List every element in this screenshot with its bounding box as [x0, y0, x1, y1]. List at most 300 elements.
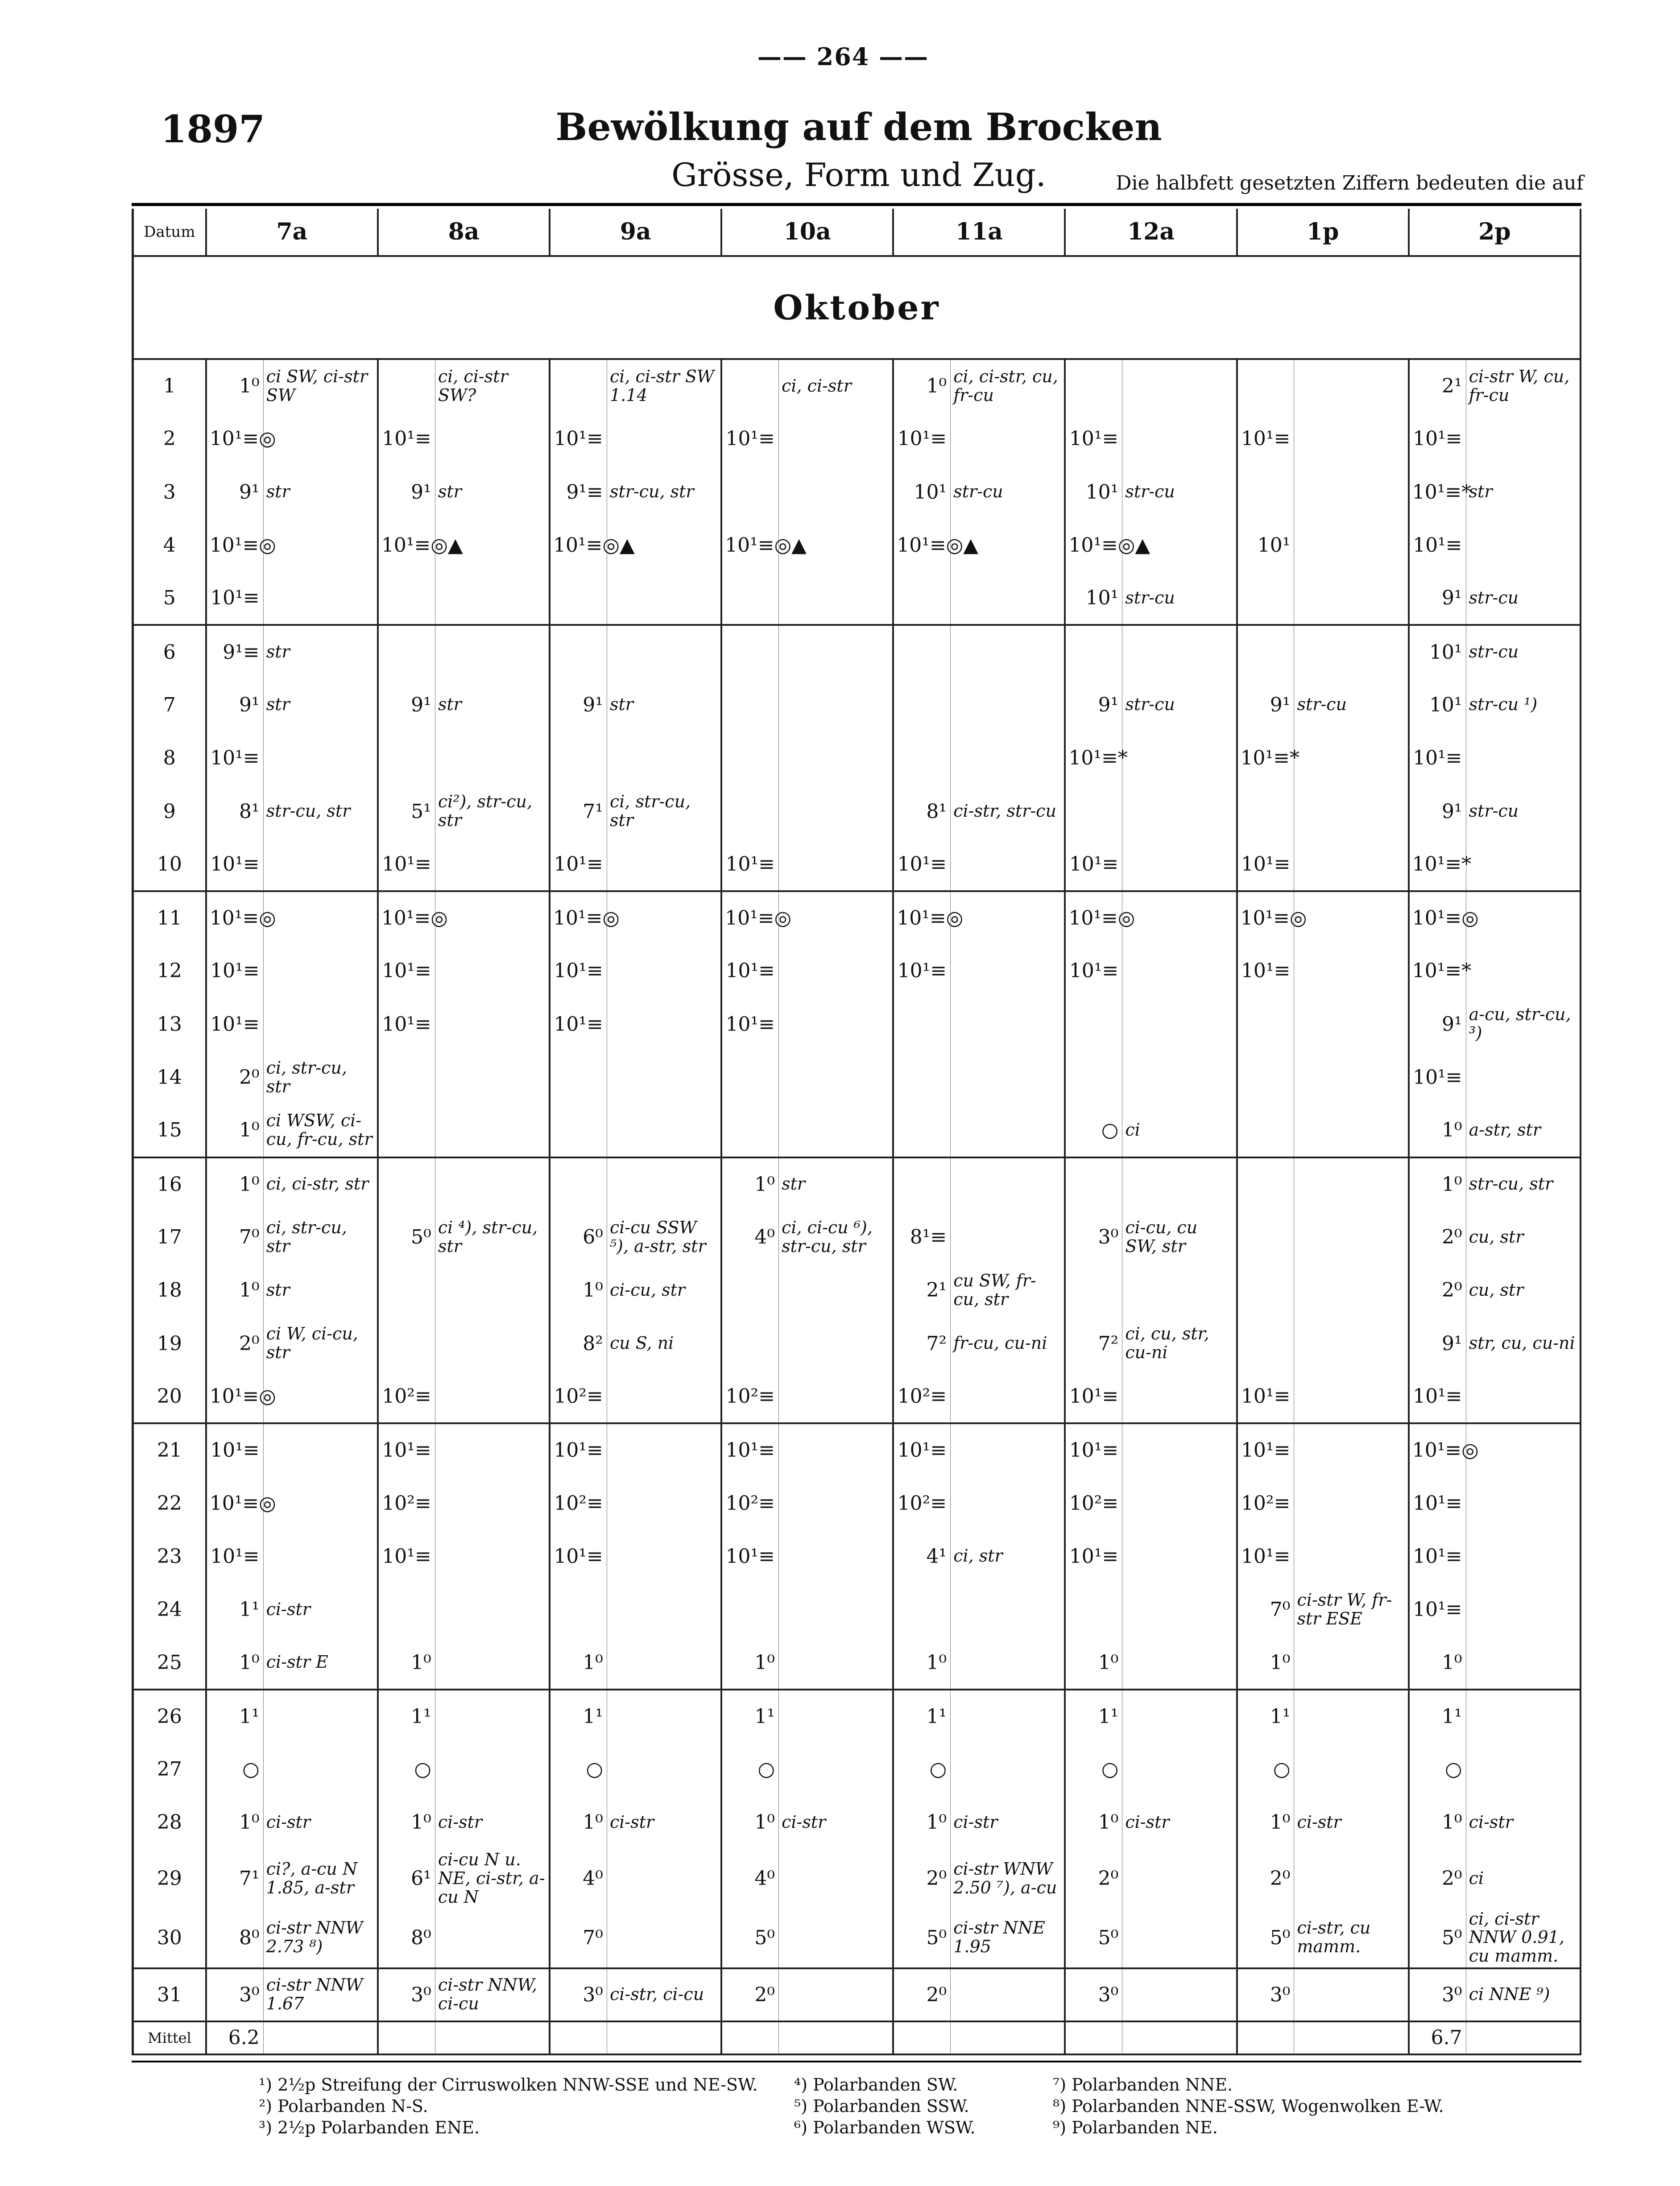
amount-cell: 10¹≡ [206, 731, 263, 785]
form-cell [263, 1476, 378, 1529]
amount-cell: 10¹≡◎▲ [1065, 519, 1122, 572]
form-cell: ci-str NNE 1.95 [951, 1908, 1065, 1968]
footnote: ³) 2½p Polarbanden ENE. [259, 2118, 480, 2137]
amount-cell: 10¹≡ [550, 998, 607, 1051]
amount-cell: 1⁰ [206, 1796, 263, 1849]
form-cell [1294, 519, 1409, 572]
amount-cell: 10¹≡◎ [1409, 891, 1466, 944]
form-cell [1294, 1476, 1409, 1529]
amount-cell [721, 1104, 778, 1157]
form-cell [263, 412, 378, 465]
day-cell: 29 [133, 1849, 206, 1908]
form-cell [607, 1157, 721, 1211]
form-cell [1466, 412, 1581, 465]
form-cell [435, 1636, 550, 1689]
day-cell: 1 [133, 359, 206, 412]
amount-cell: 1⁰ [1065, 1636, 1122, 1689]
amount-cell [1237, 785, 1294, 838]
form-cell [1294, 1104, 1409, 1157]
form-cell [779, 678, 894, 731]
amount-cell: 10²≡ [550, 1370, 607, 1423]
day-cell: 11 [133, 891, 206, 944]
amount-cell: 10¹≡ [893, 412, 950, 465]
form-cell: ci-cu, str [607, 1264, 721, 1317]
form-cell: str-cu [951, 465, 1065, 518]
page-subtitle: Grösse, Form und Zug. [671, 156, 1046, 194]
amount-cell: 10¹≡ [550, 412, 607, 465]
amount-cell [893, 1104, 950, 1157]
amount-cell: 10¹≡ [206, 572, 263, 625]
amount-cell: 10¹≡ [550, 1530, 607, 1583]
form-cell: str-cu [1466, 625, 1581, 678]
form-cell [263, 572, 378, 625]
form-cell [1466, 944, 1581, 997]
amount-cell: 3⁰ [378, 1968, 435, 2021]
form-cell [1122, 944, 1237, 997]
amount-cell: 10¹≡ [893, 1423, 950, 1476]
amount-cell: 1¹ [206, 1690, 263, 1743]
form-cell [951, 572, 1065, 625]
amount-cell: 10¹≡ [1065, 1530, 1122, 1583]
day-cell: 7 [133, 678, 206, 731]
mittel-blank [607, 2021, 721, 2054]
form-cell [1294, 1423, 1409, 1476]
amount-cell: 10¹≡ [721, 838, 778, 891]
day-cell: 2 [133, 412, 206, 465]
amount-cell [550, 1157, 607, 1211]
form-cell [607, 944, 721, 997]
table-row [133, 1370, 1581, 1423]
day-cell: 27 [133, 1743, 206, 1796]
form-cell [1466, 1051, 1581, 1104]
footnote: ¹) 2½p Streifung der Cirruswolken NNW-SSE und NE-SW. [259, 2075, 758, 2095]
amount-cell [378, 1104, 435, 1157]
amount-cell: 9¹ [1237, 678, 1294, 731]
amount-cell: 1⁰ [1409, 1157, 1466, 1211]
amount-cell [378, 572, 435, 625]
day-cell: 9 [133, 785, 206, 838]
form-cell: str [779, 1157, 894, 1211]
form-cell [951, 1583, 1065, 1636]
table-row [133, 1157, 1581, 1211]
amount-cell: 10²≡ [1065, 1476, 1122, 1529]
amount-cell: 5¹ [378, 785, 435, 838]
year: 1897 [161, 107, 265, 151]
amount-cell: 10¹≡* [1409, 465, 1466, 518]
form-cell: ci, str-cu, str [607, 785, 721, 838]
form-cell [779, 1583, 894, 1636]
form-cell [1466, 1370, 1581, 1423]
form-cell [1294, 1743, 1409, 1796]
amount-cell [378, 731, 435, 785]
form-cell: ci-str [951, 1796, 1065, 1849]
amount-cell: 10¹≡ [550, 944, 607, 997]
form-cell [435, 1530, 550, 1583]
day-cell: 3 [133, 465, 206, 518]
form-cell [435, 891, 550, 944]
amount-cell: 6¹ [378, 1849, 435, 1908]
amount-cell: 10¹≡ [721, 998, 778, 1051]
amount-cell: 7¹ [550, 785, 607, 838]
form-cell [1294, 838, 1409, 891]
form-cell: str-cu [1294, 678, 1409, 731]
form-cell [1466, 838, 1581, 891]
form-cell [951, 625, 1065, 678]
amount-cell: 10¹≡◎▲ [893, 519, 950, 572]
form-cell: ci W, ci-cu, str [263, 1317, 378, 1370]
amount-cell: 10¹≡ [550, 1423, 607, 1476]
form-cell: ci [1122, 1104, 1237, 1157]
amount-cell [721, 1583, 778, 1636]
form-cell [1122, 891, 1237, 944]
form-cell [1294, 1211, 1409, 1264]
amount-cell: 10¹≡ [721, 1423, 778, 1476]
form-cell [435, 944, 550, 997]
amount-cell: 10¹≡ [1237, 412, 1294, 465]
form-cell: ci, cu, str, cu-ni [1122, 1317, 1237, 1370]
month-label: Oktober [133, 256, 1581, 359]
amount-cell [721, 1317, 778, 1370]
form-cell [1294, 1968, 1409, 2021]
form-cell [779, 1908, 894, 1968]
amount-cell: 10¹ [1065, 465, 1122, 518]
amount-cell: 8⁰ [206, 1908, 263, 1968]
amount-cell: 10¹ [1065, 572, 1122, 625]
day-cell: 25 [133, 1636, 206, 1689]
form-cell [951, 891, 1065, 944]
amount-cell: 10¹≡ [893, 838, 950, 891]
amount-cell: 5⁰ [893, 1908, 950, 1968]
form-cell: ci, str [951, 1530, 1065, 1583]
amount-cell: 10¹≡ [1409, 1530, 1466, 1583]
amount-cell [1237, 1157, 1294, 1211]
form-cell [951, 1423, 1065, 1476]
amount-cell [378, 1051, 435, 1104]
amount-cell: 7² [1065, 1317, 1122, 1370]
amount-cell: 1⁰ [1409, 1104, 1466, 1157]
amount-cell [1065, 1583, 1122, 1636]
table-row [133, 1796, 1581, 1849]
amount-cell [893, 625, 950, 678]
amount-cell: 10²≡ [893, 1370, 950, 1423]
form-cell [1122, 1849, 1237, 1908]
amount-cell: 9¹ [378, 465, 435, 518]
table-row [133, 1051, 1581, 1104]
amount-cell: 10¹≡* [1409, 838, 1466, 891]
form-cell [779, 1476, 894, 1529]
amount-cell [893, 1051, 950, 1104]
amount-cell [893, 678, 950, 731]
mittel-value [1237, 2021, 1294, 2054]
form-cell [607, 412, 721, 465]
form-cell [435, 1423, 550, 1476]
footnote: ⁶) Polarbanden WSW. [794, 2118, 976, 2137]
form-cell [1466, 1476, 1581, 1529]
form-cell [779, 998, 894, 1051]
amount-cell: 1⁰ [893, 1796, 950, 1849]
amount-cell: 10¹ [893, 465, 950, 518]
form-cell [263, 998, 378, 1051]
amount-cell [378, 1317, 435, 1370]
form-cell [607, 1636, 721, 1689]
table-row [133, 519, 1581, 572]
amount-cell: 10¹≡ [721, 944, 778, 997]
table-row [133, 572, 1581, 625]
form-cell [1122, 1968, 1237, 2021]
form-cell: str-cu [1122, 678, 1237, 731]
form-cell [435, 412, 550, 465]
amount-cell [378, 1157, 435, 1211]
form-cell: str-cu [1466, 572, 1581, 625]
amount-cell: 10¹≡* [1409, 944, 1466, 997]
day-cell: 10 [133, 838, 206, 891]
form-cell [607, 1849, 721, 1908]
form-cell: ci-cu SSW ⁵), a-str, str [607, 1211, 721, 1264]
footnote: ²) Polarbanden N-S. [259, 2096, 428, 2116]
header-hour: 2p [1409, 209, 1581, 256]
amount-cell: 3⁰ [1065, 1211, 1122, 1264]
amount-cell [721, 678, 778, 731]
amount-cell [1065, 1157, 1122, 1211]
amount-cell: 3⁰ [1237, 1968, 1294, 2021]
amount-cell: 4⁰ [550, 1849, 607, 1908]
form-cell [1122, 785, 1237, 838]
amount-cell: 2⁰ [1065, 1849, 1122, 1908]
amount-cell: 5⁰ [721, 1908, 778, 1968]
table-row [133, 1849, 1581, 1908]
form-cell [779, 1423, 894, 1476]
day-cell: 18 [133, 1264, 206, 1317]
form-cell [1466, 1423, 1581, 1476]
form-cell [607, 1051, 721, 1104]
amount-cell: 10²≡ [893, 1476, 950, 1529]
day-cell: 22 [133, 1476, 206, 1529]
amount-cell: 7⁰ [206, 1211, 263, 1264]
amount-cell: 4⁰ [721, 1211, 778, 1264]
form-cell: str [263, 465, 378, 518]
mittel-blank [951, 2021, 1065, 2054]
amount-cell: 9¹ [1065, 678, 1122, 731]
form-cell [1122, 359, 1237, 412]
amount-cell: 10¹≡ [1409, 731, 1466, 785]
amount-cell: 7¹ [206, 1849, 263, 1908]
month-row [133, 256, 1581, 359]
amount-cell: 10¹≡ [1065, 412, 1122, 465]
form-cell [1122, 1423, 1237, 1476]
day-cell: 21 [133, 1423, 206, 1476]
form-cell [779, 944, 894, 997]
form-cell: str-cu, str [1466, 1157, 1581, 1211]
amount-cell: 1⁰ [206, 359, 263, 412]
amount-cell: 3⁰ [550, 1968, 607, 2021]
form-cell [607, 1908, 721, 1968]
form-cell: ci-str [607, 1796, 721, 1849]
amount-cell [1065, 1051, 1122, 1104]
amount-cell: 10¹≡◎▲ [378, 519, 435, 572]
amount-cell [550, 1583, 607, 1636]
form-cell [1294, 1157, 1409, 1211]
amount-cell: 10¹≡ [1065, 1370, 1122, 1423]
amount-cell: 10¹≡ [206, 1530, 263, 1583]
mittel-value [1065, 2021, 1122, 2054]
form-cell [779, 412, 894, 465]
amount-cell [1065, 1264, 1122, 1317]
amount-cell: 2⁰ [1409, 1264, 1466, 1317]
form-cell: ci-cu N u. NE, ci-str, a-cu N [435, 1849, 550, 1908]
amount-cell: 1¹ [893, 1690, 950, 1743]
table-row [133, 1690, 1581, 1743]
table-row [133, 1476, 1581, 1529]
table-row [133, 1583, 1581, 1636]
form-cell: ci, ci-str SW? [435, 359, 550, 412]
amount-cell: 1¹ [1065, 1690, 1122, 1743]
form-cell [263, 731, 378, 785]
amount-cell: 1⁰ [378, 1796, 435, 1849]
form-cell: ci-str, cu mamm. [1294, 1908, 1409, 1968]
form-cell [263, 519, 378, 572]
form-cell: str-cu [1466, 785, 1581, 838]
form-cell [607, 838, 721, 891]
footnote: ⁴) Polarbanden SW. [794, 2075, 958, 2095]
amount-cell [1237, 998, 1294, 1051]
form-cell [1294, 785, 1409, 838]
form-cell: ci-str NNW, ci-cu [435, 1968, 550, 2021]
amount-cell [550, 1104, 607, 1157]
amount-cell: 10¹≡ [1237, 838, 1294, 891]
form-cell [607, 1370, 721, 1423]
amount-cell: 10¹≡ [1409, 1476, 1466, 1529]
header-datum: Datum [133, 209, 206, 256]
mittel-value [721, 2021, 778, 2054]
form-cell: cu, str [1466, 1264, 1581, 1317]
form-cell [1122, 1636, 1237, 1689]
form-cell [263, 1423, 378, 1476]
amount-cell: 9¹ [1409, 572, 1466, 625]
form-cell [779, 1968, 894, 2021]
amount-cell: 1¹ [550, 1690, 607, 1743]
amount-cell: 10¹ [1237, 519, 1294, 572]
form-cell [779, 1370, 894, 1423]
amount-cell [893, 572, 950, 625]
form-cell: str [435, 465, 550, 518]
day-cell: 17 [133, 1211, 206, 1264]
form-cell [1122, 1264, 1237, 1317]
form-cell [1294, 572, 1409, 625]
amount-cell: 2⁰ [1409, 1211, 1466, 1264]
amount-cell [378, 359, 435, 412]
amount-cell: 10¹≡◎ [206, 1476, 263, 1529]
mittel-blank [1122, 2021, 1237, 2054]
amount-cell: ○ [206, 1743, 263, 1796]
amount-cell [721, 465, 778, 518]
page-title: Bewölkung auf dem Brocken [555, 105, 1162, 149]
form-cell: str [263, 678, 378, 731]
amount-cell: 10¹≡◎ [721, 891, 778, 944]
form-cell [1294, 1051, 1409, 1104]
form-cell: ci SW, ci-str SW [263, 359, 378, 412]
amount-cell [721, 1264, 778, 1317]
amount-cell: ○ [1237, 1743, 1294, 1796]
amount-cell: 9¹ [1409, 785, 1466, 838]
amount-cell: 10¹≡◎ [378, 891, 435, 944]
header-hour: 9a [550, 209, 721, 256]
amount-cell: 2¹ [893, 1264, 950, 1317]
form-cell: ci, ci-str [779, 359, 894, 412]
amount-cell: 2⁰ [893, 1968, 950, 2021]
amount-cell: ○ [1409, 1743, 1466, 1796]
amount-cell: 10¹≡ [378, 998, 435, 1051]
form-cell [1294, 1370, 1409, 1423]
form-cell [951, 1211, 1065, 1264]
mittel-blank [779, 2021, 894, 2054]
amount-cell: 1⁰ [1237, 1636, 1294, 1689]
form-cell [263, 1530, 378, 1583]
form-cell [779, 1690, 894, 1743]
amount-cell: 1⁰ [550, 1264, 607, 1317]
page-number: —— 264 —— [757, 42, 929, 71]
amount-cell: 2⁰ [1409, 1849, 1466, 1908]
form-cell [1466, 731, 1581, 785]
amount-cell: 3⁰ [1065, 1968, 1122, 2021]
amount-cell [550, 572, 607, 625]
amount-cell: 10¹≡◎ [550, 891, 607, 944]
header-hour: 8a [378, 209, 550, 256]
form-cell: a-str, str [1466, 1104, 1581, 1157]
mittel-value: 6.2 [206, 2021, 263, 2054]
amount-cell [378, 625, 435, 678]
amount-cell: 1⁰ [378, 1636, 435, 1689]
amount-cell: 10¹≡* [1065, 731, 1122, 785]
amount-cell: 9¹ [1409, 1317, 1466, 1370]
amount-cell: 1¹ [1409, 1690, 1466, 1743]
amount-cell [1065, 998, 1122, 1051]
header-row [133, 209, 1581, 256]
header-hour: 7a [206, 209, 378, 256]
day-cell: 28 [133, 1796, 206, 1849]
amount-cell: 2⁰ [206, 1051, 263, 1104]
amount-cell: 10¹≡ [378, 1530, 435, 1583]
amount-cell: 5⁰ [1237, 1908, 1294, 1968]
form-cell [435, 998, 550, 1051]
table-row [133, 1211, 1581, 1264]
amount-cell [550, 359, 607, 412]
form-cell [435, 1104, 550, 1157]
amount-cell: 1⁰ [550, 1796, 607, 1849]
amount-cell: 3⁰ [206, 1968, 263, 2021]
day-cell: 19 [133, 1317, 206, 1370]
amount-cell: 1⁰ [206, 1264, 263, 1317]
form-cell: str [263, 625, 378, 678]
form-cell [1466, 1743, 1581, 1796]
amount-cell: 9¹ [550, 678, 607, 731]
amount-cell: 10¹≡ [893, 944, 950, 997]
table-row [133, 1908, 1581, 1968]
form-cell [779, 572, 894, 625]
amount-cell: 2⁰ [206, 1317, 263, 1370]
form-cell [1122, 731, 1237, 785]
form-cell [779, 1317, 894, 1370]
form-cell: ci, ci-str NNW 0.91, cu mamm. [1466, 1908, 1581, 1968]
form-cell [1466, 1583, 1581, 1636]
form-cell [1294, 412, 1409, 465]
form-cell [951, 731, 1065, 785]
amount-cell: 1⁰ [206, 1636, 263, 1689]
form-cell [1294, 1264, 1409, 1317]
day-cell: 12 [133, 944, 206, 997]
footnote: ⁸) Polarbanden NNE-SSW, Wogenwolken E-W. [1053, 2096, 1444, 2116]
form-cell [951, 1743, 1065, 1796]
amount-cell [721, 625, 778, 678]
